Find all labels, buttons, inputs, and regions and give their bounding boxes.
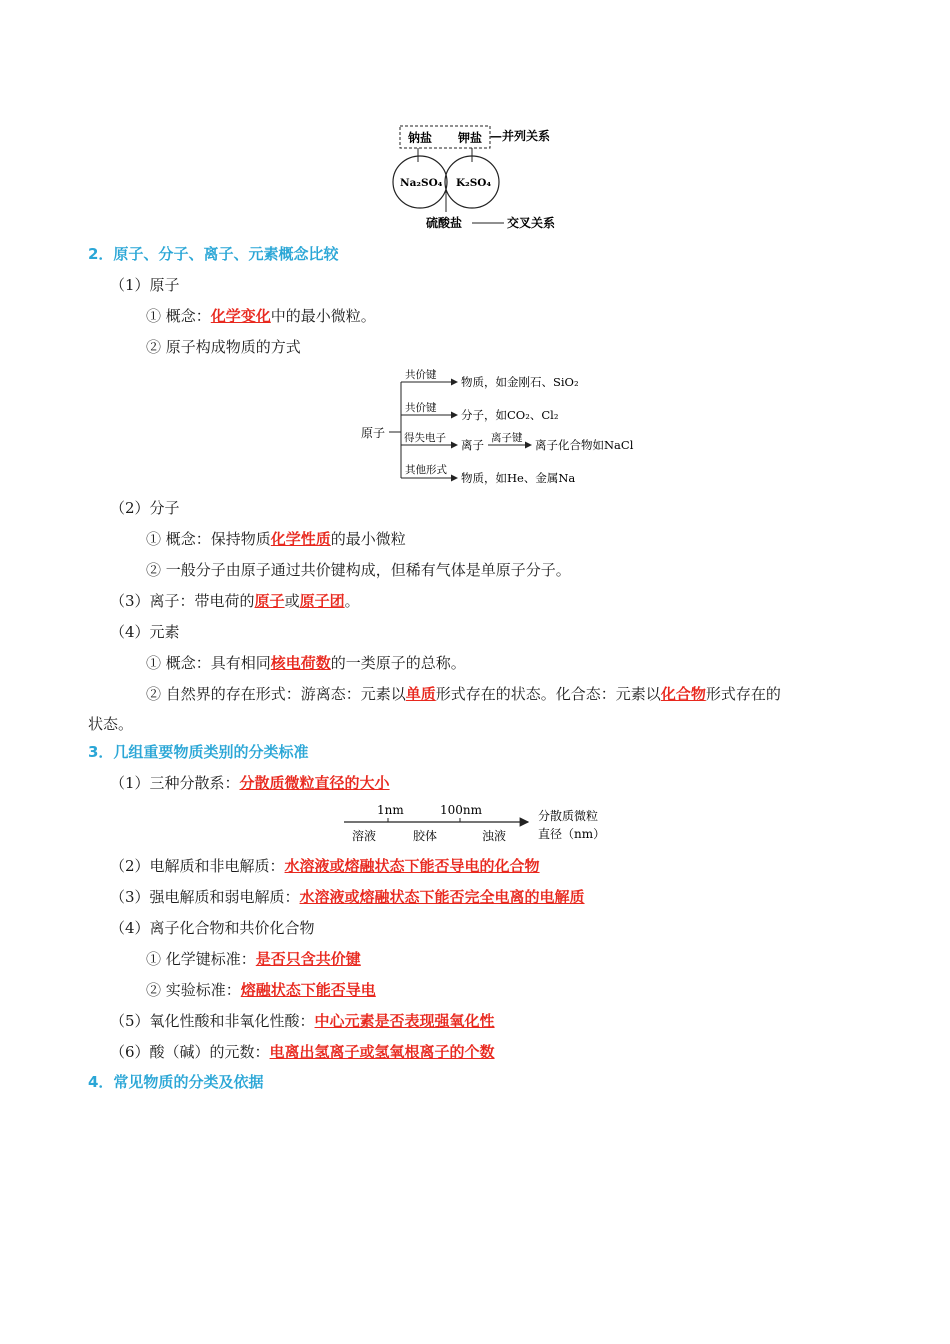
output-4: 物质，如He、金属Na: [461, 471, 576, 485]
element-existence: ② 自然界的存在形式：游离态：元素以单质形式存在的状态。化合态：元素以化合物形式存在的: [146, 685, 781, 703]
strong-weak-electrolyte-criterion: （3）强电解质和弱电解质：水溶液或熔融状态下能否完全电离的电解质: [110, 888, 585, 906]
atom-way: ② 原子构成物质的方式: [146, 338, 301, 356]
section-4-heading: 4．常见物质的分类及依据: [88, 1073, 264, 1091]
section-2-heading: 2．原子、分子、离子、元素概念比较: [88, 245, 339, 263]
element-title: （4）元素: [110, 623, 180, 641]
output-1: 物质，如金刚石、SiO₂: [461, 375, 579, 389]
acid-base-basicity-criterion: （6）酸（碱）的元数：电离出氢离子或氢氧根离子的个数: [110, 1043, 495, 1061]
output-3: 离子化合物如NaCl: [535, 438, 634, 452]
dispersion-system: （1）三种分散系：分散质微粒直径的大小: [110, 774, 390, 792]
answer-blank: 原子团: [299, 592, 345, 610]
covalent-bond-label-1: 共价键: [405, 369, 437, 381]
answer-blank: 中心元素是否表现强氧化性: [314, 1012, 495, 1030]
colloid-label: 胶体: [413, 829, 438, 843]
output-2: 分子，如CO₂、Cl₂: [461, 408, 559, 422]
cross-relation-label: 交叉关系: [507, 216, 556, 230]
na2so4-label: Na₂SO₄: [400, 177, 443, 189]
answer-blank: 电离出氢离子或氢氧根离子的个数: [269, 1043, 495, 1061]
experiment-criterion: ② 实验标准：熔融状态下能否导电: [146, 981, 376, 999]
answer-blank: 化学性质: [270, 530, 331, 548]
ionic-covalent-title: （4）离子化合物和共价化合物: [110, 919, 315, 937]
answer-blank: 是否只含共价键: [255, 950, 361, 968]
axis-label-1: 分散质微粒: [538, 809, 599, 823]
gain-lose-electron-label: 得失电子: [404, 432, 446, 444]
molecule-note: ② 一般分子由原子通过共价键构成，但稀有气体是单原子分子。: [146, 561, 571, 579]
k2so4-label: K₂SO₄: [456, 177, 492, 189]
element-concept: ① 概念：具有相同核电荷数的一类原子的总称。: [146, 654, 466, 672]
answer-blank: 熔融状态下能否导电: [240, 981, 376, 999]
answer-blank: 水溶液或熔融状态下能否导电的化合物: [284, 857, 540, 875]
molecule-concept: ① 概念：保持物质化学性质的最小微粒: [146, 530, 406, 548]
answer-blank: 核电荷数: [270, 654, 331, 672]
atom-composition-diagram: [355, 366, 655, 491]
sodium-salt-label: 钠盐: [408, 131, 433, 145]
tick-1nm-label: 1nm: [377, 803, 404, 817]
dispersion-scale-diagram: [340, 800, 620, 848]
ion-label: 离子: [461, 438, 484, 452]
ionic-bond-label: 离子键: [491, 432, 523, 444]
suspension-label: 浊液: [482, 829, 507, 843]
axis-label-2: 直径（nm）: [538, 827, 606, 841]
sulfate-label: 硫酸盐: [426, 216, 463, 230]
section-3-heading: 3．几组重要物质类别的分类标准: [88, 743, 309, 761]
answer-blank: 化学变化: [210, 307, 271, 325]
parallel-relation-label: —并列关系: [490, 129, 551, 143]
answer-blank: 原子: [254, 592, 285, 610]
other-form-label: 其他形式: [405, 464, 447, 476]
solution-label: 溶液: [352, 829, 377, 843]
oxidizing-acid-criterion: （5）氧化性酸和非氧化性酸：中心元素是否表现强氧化性: [110, 1012, 495, 1030]
chemical-bond-criterion: ① 化学键标准：是否只含共价键: [146, 950, 361, 968]
tick-100nm-label: 100nm: [440, 803, 483, 817]
potassium-salt-label: 钾盐: [458, 131, 483, 145]
answer-blank: 单质: [405, 685, 436, 703]
covalent-bond-label-2: 共价键: [405, 402, 437, 414]
answer-blank: 化合物: [660, 685, 706, 703]
answer-blank: 分散质微粒直径的大小: [239, 774, 390, 792]
answer-blank: 水溶液或熔融状态下能否完全电离的电解质: [299, 888, 585, 906]
molecule-title: （2）分子: [110, 499, 180, 517]
atom-concept: ① 概念：化学变化中的最小微粒。: [146, 307, 376, 325]
atom-title: （1）原子: [110, 276, 180, 294]
element-existence-cont: 状态。: [88, 715, 134, 733]
atom-root-label: 原子: [361, 426, 386, 440]
ion-definition: （3）离子：带电荷的原子或原子团。: [110, 592, 360, 610]
salt-relation-diagram: [380, 120, 580, 235]
electrolyte-criterion: （2）电解质和非电解质：水溶液或熔融状态下能否导电的化合物: [110, 857, 540, 875]
